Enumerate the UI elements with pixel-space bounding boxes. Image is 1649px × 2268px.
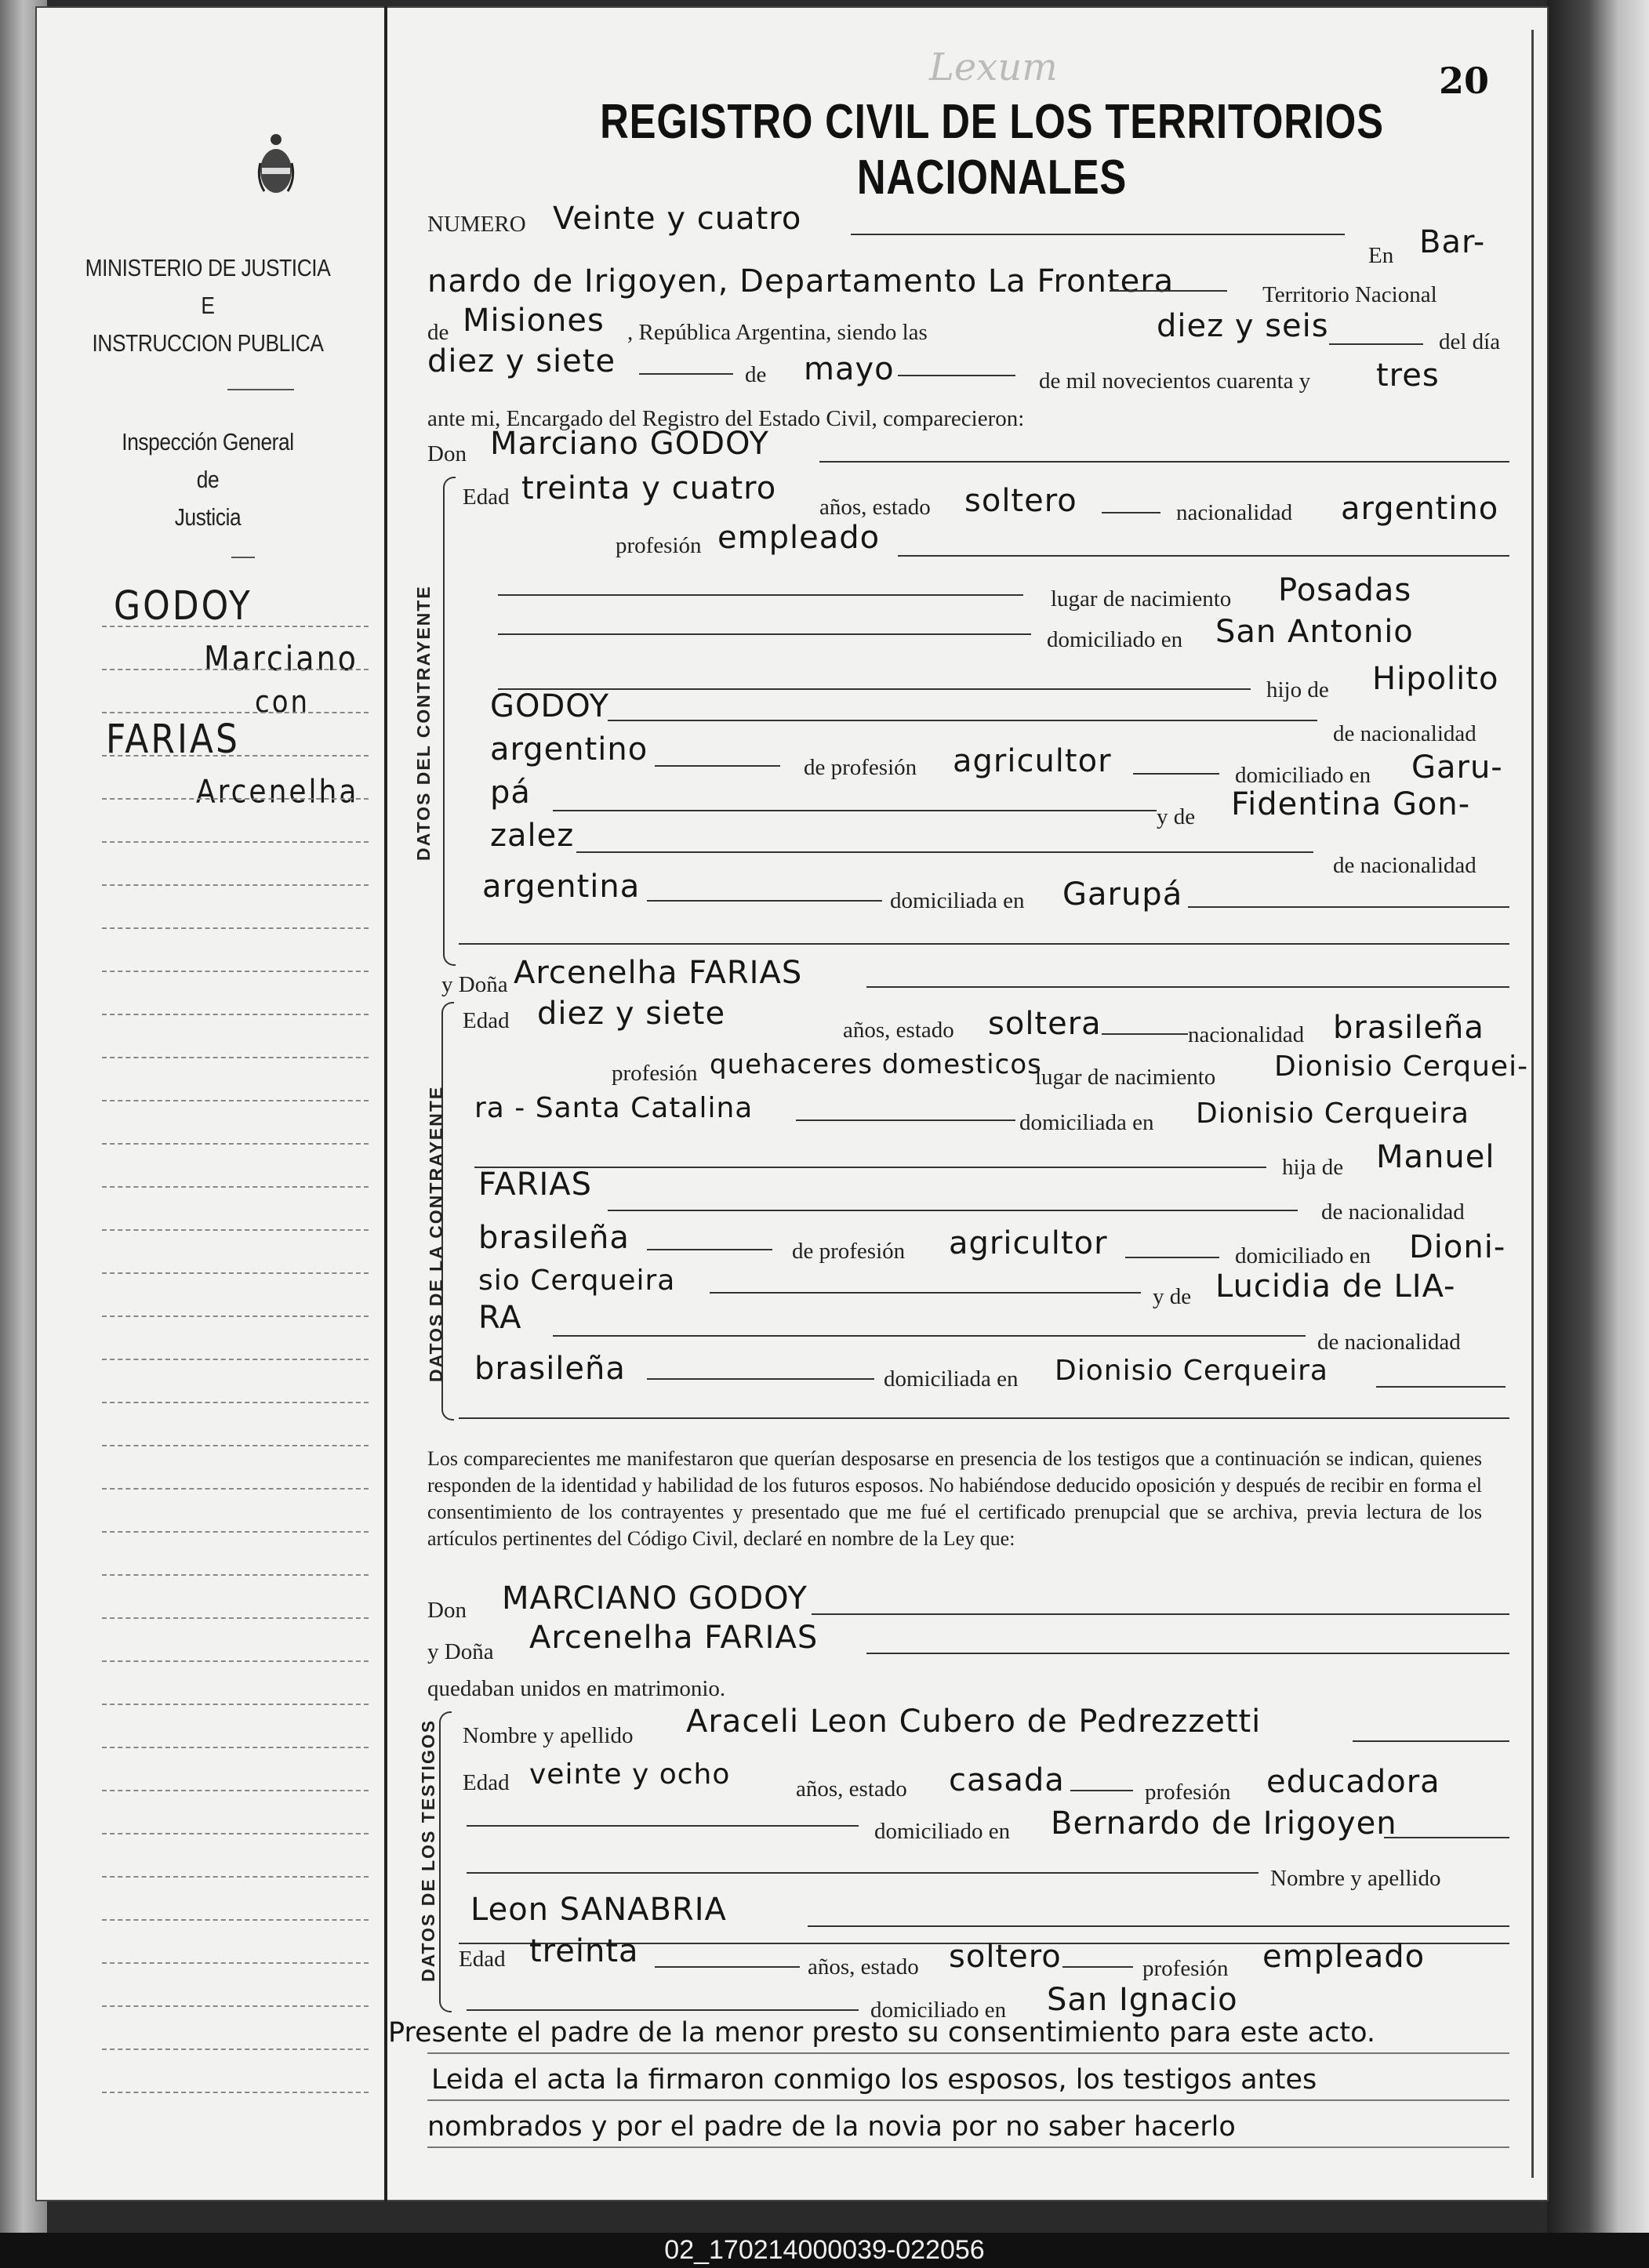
index-name-3: con xyxy=(255,684,311,720)
inspection-line-1: Inspección General xyxy=(122,428,294,455)
witness1-estado: casada xyxy=(949,1762,1065,1798)
don-label: Don xyxy=(427,441,467,466)
witness1-edad: veinte y ocho xyxy=(529,1758,731,1791)
bride-lugar-label: lugar de nacimiento xyxy=(1035,1065,1216,1090)
w2-edad-label: Edad xyxy=(459,1947,506,1972)
inspection-line-2: de xyxy=(196,466,220,493)
bride-lugar-1: Dionisio Cerquei- xyxy=(1274,1051,1529,1083)
index-ruled-line xyxy=(102,884,369,886)
hora-value: diez y seis xyxy=(1157,308,1329,344)
ministry-line-3: INSTRUCCION PUBLICA xyxy=(92,329,324,357)
bride-nacionalidad-label: nacionalidad xyxy=(1188,1022,1305,1047)
witness1-name: Araceli Leon Cubero de Pedrezzetti xyxy=(686,1704,1262,1740)
bride-y-de-label: y de xyxy=(1153,1284,1192,1309)
territorio-label: Territorio Nacional xyxy=(1262,282,1437,307)
groom-edad-label: Edad xyxy=(463,484,510,510)
note-line-2: Leida el acta la firmaron conmigo los esposos, los testigos antes xyxy=(431,2064,1317,2096)
bride-domicilio-label: domiciliada en xyxy=(1019,1110,1154,1135)
index-ruled-line xyxy=(102,1962,369,1964)
index-ruled-line xyxy=(102,1014,369,1015)
page-number: 20 xyxy=(1439,60,1490,102)
groom-padre-profesion: agricultor xyxy=(953,743,1112,779)
index-name-2: Marciano xyxy=(204,638,358,679)
groom-padre-nacionalidad: argentino xyxy=(490,731,648,767)
sidebar-divider xyxy=(227,389,294,390)
index-ruled-line xyxy=(102,1617,369,1619)
bride-de-profesion-label: de profesión xyxy=(792,1239,906,1264)
groom-padre-domicilio-1: Garu- xyxy=(1411,749,1503,786)
sidebar-divider-2 xyxy=(231,557,255,558)
bride-edad: diez y siete xyxy=(537,996,726,1032)
en-label: En xyxy=(1368,243,1394,268)
dona2-label: y Doña xyxy=(427,1639,494,1664)
witness1-profesion: educadora xyxy=(1266,1764,1440,1800)
bride-de-nacionalidad-label: de nacionalidad xyxy=(1321,1199,1465,1225)
bride-hija-de-label: hija de xyxy=(1282,1155,1344,1180)
note-line-1: Presente el padre de la menor presto su consentimiento para este acto. xyxy=(388,2017,1375,2048)
index-ruled-line xyxy=(102,927,369,929)
image-id-caption: 02_170214000039-022056 xyxy=(0,2233,1649,2268)
witness1-domicilio: Bernardo de Irigoyen xyxy=(1051,1805,1397,1842)
index-ruled-line xyxy=(102,1272,369,1274)
bride-estado: soltera xyxy=(988,1006,1102,1042)
groom-madre-nac-label: de nacionalidad xyxy=(1333,853,1476,878)
inspection-heading xyxy=(35,423,380,536)
bride-name-2: Arcenelha FARIAS xyxy=(529,1620,819,1656)
groom-nacionalidad: argentino xyxy=(1341,491,1499,527)
index-ruled-line xyxy=(102,1359,369,1360)
witness2-name: Leon SANABRIA xyxy=(470,1892,727,1928)
groom-padre-domicilio-2: pá xyxy=(490,775,531,811)
bride-madre-nacionalidad: brasileña xyxy=(474,1351,626,1387)
index-ruled-line xyxy=(102,1876,369,1878)
unidos-label: quedaban unidos en matrimonio. xyxy=(427,1676,726,1701)
del-dia-label: del día xyxy=(1439,329,1501,354)
anio-value: tres xyxy=(1376,357,1440,394)
witness-section-label: DATOS DE LOS TESTIGOS xyxy=(418,1718,438,1982)
groom-padre-domicilio-label: domiciliado en xyxy=(1235,763,1371,788)
witness-bracket xyxy=(439,1711,452,2012)
groom-madre-dom-label: domiciliada en xyxy=(890,888,1025,913)
coat-of-arms-icon xyxy=(256,132,296,198)
bride-section-label: DATOS DE LA CONTRAYENTE xyxy=(426,1085,446,1382)
groom-name-2: MARCIANO GODOY xyxy=(502,1580,808,1617)
witness2-edad: treinta xyxy=(529,1933,639,1969)
groom-padre-2: GODOY xyxy=(490,688,610,724)
place-line-1: Bar- xyxy=(1419,224,1486,260)
index-ruled-line xyxy=(102,798,369,800)
w2-nombre-label: Nombre y apellido xyxy=(1270,1866,1441,1891)
groom-de-profesion-label: de profesión xyxy=(804,755,917,780)
w1-profesion-label: profesión xyxy=(1145,1780,1231,1805)
index-ruled-line xyxy=(102,1488,369,1490)
index-ruled-line xyxy=(102,2005,369,2007)
groom-name: Marciano GODOY xyxy=(490,426,769,462)
bride-madre-dom-label: domiciliada en xyxy=(884,1366,1019,1392)
w1-domicilio-label: domiciliado en xyxy=(874,1819,1011,1844)
anio-label: de mil novecientos cuarenta y xyxy=(1039,368,1311,394)
index-ruled-line xyxy=(102,1186,369,1188)
groom-section-label: DATOS DEL CONTRAYENTE xyxy=(413,585,434,861)
numero-value: Veinte y cuatro xyxy=(553,201,802,237)
index-ruled-line xyxy=(102,1790,369,1791)
groom-domicilio: San Antonio xyxy=(1215,614,1414,650)
groom-profesion-label: profesión xyxy=(616,533,702,558)
groom-madre-2: zalez xyxy=(490,818,575,854)
numero-label: NUMERO xyxy=(427,212,526,237)
de2-label: de xyxy=(745,362,767,387)
bride-lugar-2: ra - Santa Catalina xyxy=(474,1092,754,1124)
bride-padre-2: FARIAS xyxy=(478,1167,593,1203)
declaration-text: Los comparecientes me manifestaron que querían desposarse en presencia de los testigos que a continuación se indican, quienes responden de la identidad y habilidad de los futuros esposos. No habiéndose deducido oposición y después de recibir en forma el consentimiento de los contrayentes y presentado que me fué el certificado prenupcial que se archiva, previa lectura de los artículos pertinentes del Código Civil, declaré en nombre de la Ley que: xyxy=(427,1447,1482,1550)
index-ruled-line xyxy=(102,1143,369,1145)
bride-profesion-label: profesión xyxy=(612,1061,698,1086)
w2-domicilio-label: domiciliado en xyxy=(870,1998,1007,2023)
groom-hijo-de-label: hijo de xyxy=(1266,677,1329,702)
bride-padre-profesion: agricultor xyxy=(949,1225,1108,1261)
groom-lugar-label: lugar de nacimiento xyxy=(1051,586,1232,611)
w1-nombre-label: Nombre y apellido xyxy=(463,1723,634,1748)
page-edge xyxy=(1531,30,1534,2178)
index-ruled-line xyxy=(102,1531,369,1533)
page-title: REGISTRO CIVIL DE LOS TERRITORIOS NACIONALES xyxy=(600,95,1384,205)
groom-padre-1: Hipolito xyxy=(1372,661,1499,697)
bride-padre-nacionalidad: brasileña xyxy=(478,1220,630,1256)
index-ruled-line xyxy=(102,1229,369,1231)
index-ruled-line xyxy=(102,1315,369,1317)
ministry-line-1: MINISTERIO DE JUSTICIA xyxy=(85,254,331,281)
index-ruled-line xyxy=(102,2048,369,2050)
index-ruled-line xyxy=(102,755,369,757)
bride-padre-domicilio-1: Dioni- xyxy=(1409,1229,1506,1265)
bride-anos-label: años, estado xyxy=(843,1018,954,1043)
groom-madre-1: Fidentina Gon- xyxy=(1231,786,1471,822)
index-ruled-line xyxy=(102,669,369,670)
place-line-2: nardo de Irigoyen, Departamento La Frontera xyxy=(427,263,1175,299)
ante-label: ante mi, Encargado del Registro del Estado Civil, comparecieron: xyxy=(427,406,1025,431)
ministry-line-2: E xyxy=(201,292,215,319)
index-ruled-line xyxy=(102,841,369,843)
index-ruled-line xyxy=(102,1833,369,1834)
de-label: de xyxy=(427,320,449,345)
w1-anos-label: años, estado xyxy=(796,1776,907,1802)
groom-edad: treinta y cuatro xyxy=(521,470,777,506)
index-ruled-line xyxy=(102,1100,369,1101)
index-ruled-line xyxy=(102,2092,369,2093)
bride-madre-1: Lucidia de LIA- xyxy=(1215,1268,1456,1305)
index-name-4: FARIAS xyxy=(106,717,240,763)
dia-value: diez y siete xyxy=(427,343,616,379)
bride-name: Arcenelha FARIAS xyxy=(514,955,803,991)
index-ruled-line xyxy=(102,1574,369,1576)
groom-anos-label: años, estado xyxy=(819,495,931,520)
groom-de-nacionalidad-label: de nacionalidad xyxy=(1333,721,1476,746)
inspection-line-3: Justicia xyxy=(174,503,242,531)
groom-y-de-label: y de xyxy=(1157,804,1196,829)
bride-edad-label: Edad xyxy=(463,1008,510,1033)
bride-domicilio: Dionisio Cerqueira xyxy=(1196,1098,1469,1130)
dona-label: y Doña xyxy=(441,972,508,997)
bride-padre-domicilio-2: sio Cerqueira xyxy=(478,1265,676,1297)
groom-madre-nacionalidad: argentina xyxy=(482,869,641,905)
index-ruled-line xyxy=(102,626,369,627)
groom-estado: soltero xyxy=(964,483,1077,519)
republica-label: , República Argentina, siendo las xyxy=(627,320,928,345)
index-ruled-line xyxy=(102,712,369,713)
bride-madre-2: RA xyxy=(478,1300,522,1336)
groom-lugar: Posadas xyxy=(1278,572,1412,608)
faded-scribble: Lexum xyxy=(929,45,1058,89)
index-ruled-line xyxy=(102,1057,369,1058)
bride-profesion: quehaceres domesticos xyxy=(710,1049,1042,1080)
don2-label: Don xyxy=(427,1598,467,1623)
index-name-5: Arcenelha xyxy=(196,773,359,811)
bride-padre-dom-label: domiciliado en xyxy=(1235,1243,1371,1268)
witness2-estado: soltero xyxy=(949,1939,1062,1975)
witness2-profesion: empleado xyxy=(1262,1939,1426,1975)
index-ruled-line xyxy=(102,1445,369,1446)
bride-nacionalidad: brasileña xyxy=(1333,1010,1484,1046)
witness2-domicilio: San Ignacio xyxy=(1047,1982,1238,2018)
index-ruled-line xyxy=(102,1660,369,1662)
mes-value: mayo xyxy=(804,351,895,387)
w2-profesion-label: profesión xyxy=(1142,1956,1229,1981)
bride-madre-nac-label: de nacionalidad xyxy=(1317,1330,1461,1355)
margin-divider xyxy=(384,6,387,2201)
bride-padre-1: Manuel xyxy=(1376,1139,1495,1175)
w1-edad-label: Edad xyxy=(463,1770,510,1795)
book-cover-right xyxy=(1547,0,1649,2233)
groom-bracket xyxy=(443,477,456,966)
index-ruled-line xyxy=(102,1747,369,1748)
register-page xyxy=(35,6,1549,2201)
index-ruled-line xyxy=(102,1704,369,1705)
groom-domicilio-label: domiciliado en xyxy=(1047,627,1183,652)
index-ruled-line xyxy=(102,1919,369,1921)
index-name-1: GODOY xyxy=(114,583,252,630)
ministry-heading xyxy=(35,249,380,362)
territorio-value: Misiones xyxy=(463,303,605,339)
index-ruled-line xyxy=(102,1402,369,1403)
w2-anos-label: años, estado xyxy=(808,1954,919,1980)
groom-nacionalidad-label: nacionalidad xyxy=(1176,500,1293,525)
groom-madre-domicilio: Garupá xyxy=(1062,876,1183,913)
bride-madre-domicilio: Dionisio Cerqueira xyxy=(1055,1355,1328,1387)
groom-profesion: empleado xyxy=(717,520,881,556)
note-line-3: nombrados y por el padre de la novia por no saber hacerlo xyxy=(427,2111,1236,2143)
index-ruled-line xyxy=(102,971,369,972)
